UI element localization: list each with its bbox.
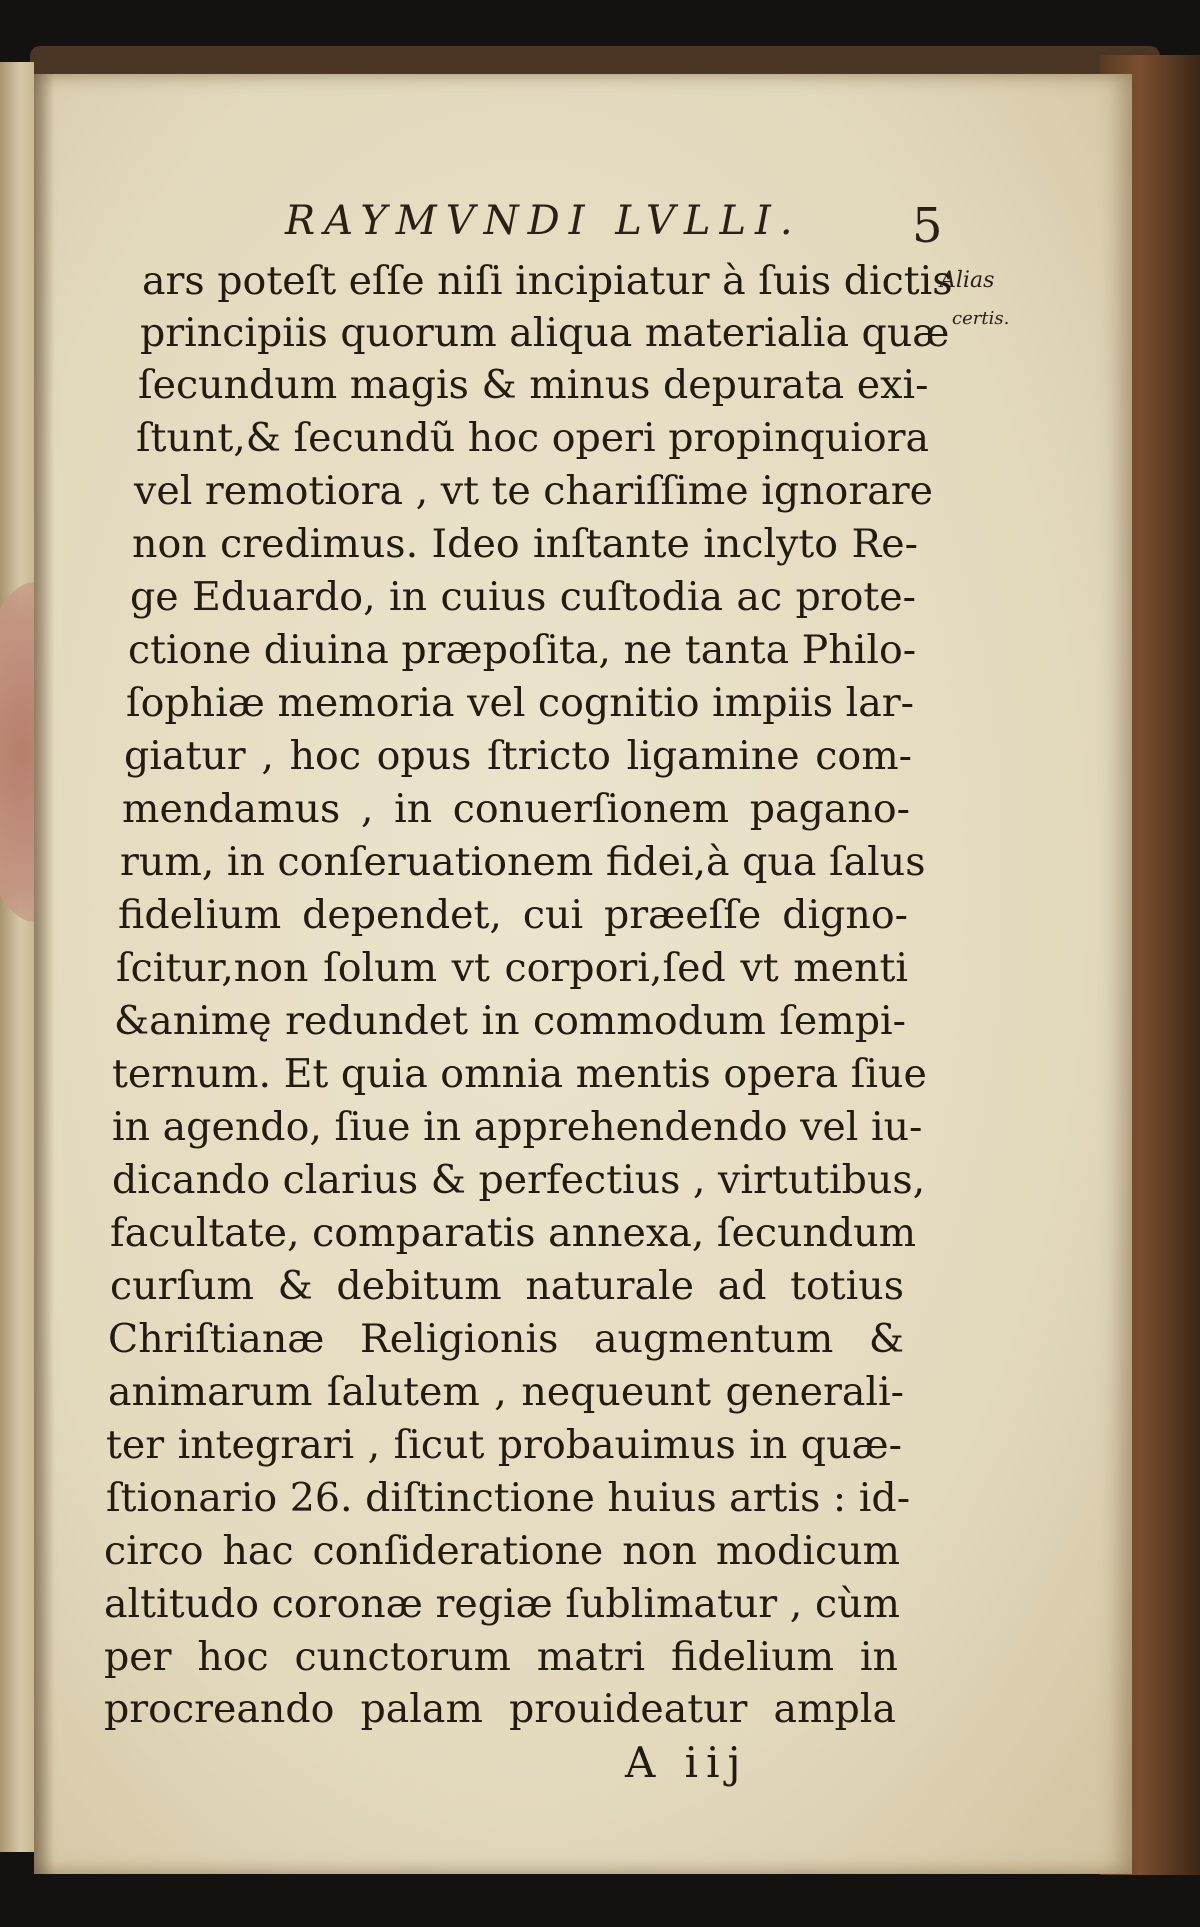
text-line: principiis quorum aliqua materialia quæ bbox=[140, 310, 950, 356]
text-line: vel remotiora , vt te chariſſime ignorare bbox=[134, 468, 934, 514]
text-line: facultate, comparatis annexa, ſecundum bbox=[110, 1210, 917, 1256]
marginal-note: certis. bbox=[952, 308, 1010, 329]
text-line: dicando clarius & perfectius , virtutibus, bbox=[112, 1157, 926, 1203]
text-line: ſcitur,non ſolum vt corpori,ſed vt menti bbox=[116, 945, 908, 991]
text-line: altitudo coronæ regiæ ſublimatur , cùm bbox=[104, 1581, 900, 1627]
text-line: procreando palam prouideatur ampla bbox=[104, 1686, 896, 1732]
marginal-note: Alias bbox=[940, 268, 995, 293]
text-line: rum, in conſeruationem fidei,à qua ſalus bbox=[120, 839, 926, 885]
text-line: ſophiæ memoria vel cognitio impiis lar- bbox=[126, 680, 914, 726]
text-line: curſum & debitum naturale ad totius bbox=[110, 1263, 904, 1309]
text-line: mendamus , in conuerſionem pagano- bbox=[122, 786, 910, 832]
text-line: ſtionario 26. diſtinctione huius artis : id- bbox=[106, 1475, 911, 1521]
running-head: RAYMVNDI LVLLI. bbox=[285, 198, 802, 244]
text-line: circo hac conſideratione non modicum bbox=[104, 1528, 900, 1574]
text-line: ctione diuina præpoſita, ne tanta Philo- bbox=[128, 627, 917, 673]
page-number: 5 bbox=[912, 198, 943, 254]
text-line: per hoc cunctorum matri fidelium in bbox=[104, 1634, 898, 1680]
text-line: fidelium dependet, cui præeſſe digno- bbox=[118, 892, 908, 938]
text-line: ſtunt,& ſecundũ hoc operi propinquiora bbox=[136, 415, 930, 461]
text-line: giatur , hoc opus ſtricto ligamine com- bbox=[124, 733, 912, 779]
text-line: ter integrari , ſicut probauimus in quæ- bbox=[106, 1422, 902, 1468]
text-line: animarum ſalutem , nequeunt generali- bbox=[108, 1369, 904, 1415]
text-line: ſecundum magis & minus depurata exi- bbox=[138, 362, 929, 408]
text-line: in agendo, ſiue in apprehendendo vel iu- bbox=[112, 1104, 923, 1150]
signature-mark: A iij bbox=[625, 1738, 749, 1787]
text-line: ge Eduardo, in cuius cuſtodia ac prote- bbox=[130, 574, 916, 620]
text-line: non credimus. Ideo inſtante inclyto Re- bbox=[132, 521, 918, 567]
text-line: Chriſtianæ Religionis augmentum & bbox=[108, 1316, 904, 1362]
text-line: &animę redundet in commodum ſempi- bbox=[114, 998, 906, 1044]
text-line: ternum. Et quia omnia mentis opera ſiue bbox=[112, 1051, 927, 1097]
text-line: ars poteſt eſſe niſi incipiatur à ſuis dictis bbox=[142, 258, 953, 304]
